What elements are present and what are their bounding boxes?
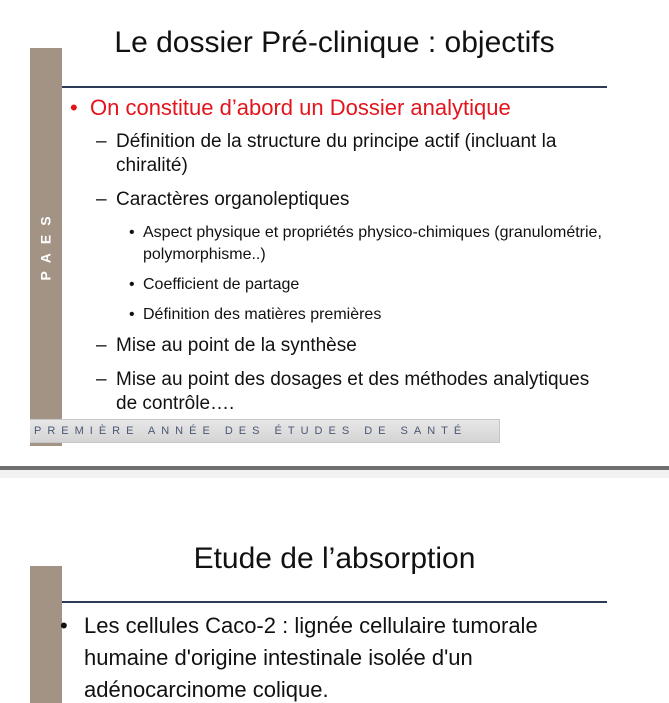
- sub-item-text: Définition de la structure du principe actif (incluant la chiralité): [116, 131, 557, 176]
- slide-title: Le dossier Pré-clinique : objectifs: [114, 26, 555, 59]
- sidebar-label: PAES: [38, 206, 54, 281]
- sub-sub-item: [64, 222, 604, 266]
- sub-sub-item-text: Aspect physique et propriétés physico-chimiques (granulométrie, polymorphisme..): [143, 224, 602, 263]
- sub-sub-item: [64, 304, 604, 326]
- bullet-icon: •: [129, 276, 135, 293]
- sidebar-band: [30, 48, 62, 446]
- bullet-item: [60, 610, 604, 703]
- sub-item: [64, 188, 604, 212]
- sub-sub-item: [64, 274, 604, 296]
- sub-item: [64, 130, 604, 178]
- dash-icon: –: [96, 131, 107, 152]
- slide-absorption-study: [0, 478, 669, 703]
- sub-item-text: Mise au point de la synthèse: [116, 335, 357, 356]
- sub-item: [64, 334, 604, 358]
- title-divider: [62, 601, 607, 603]
- sub-sub-item-text: Coefficient de partage: [143, 276, 300, 293]
- bullet-icon: •: [70, 95, 78, 120]
- slide-content: [64, 94, 604, 426]
- sub-item: [64, 368, 604, 416]
- slide-content: [60, 610, 604, 703]
- sub-item-text: Mise au point des dosages et des méthodes analytiques de contrôle….: [116, 369, 590, 414]
- dash-icon: –: [96, 369, 107, 390]
- bullet-text: On constitue d’abord un Dossier analytique: [90, 95, 511, 120]
- bullet-icon: •: [60, 613, 68, 638]
- footer-text: PREMIÈRE ANNÉE DES ÉTUDES DE SANTÉ: [34, 425, 468, 437]
- dash-icon: –: [96, 335, 107, 356]
- sub-sub-item-text: Définition des matières premières: [143, 306, 382, 323]
- sidebar-band: [30, 566, 62, 703]
- slide-title: Etude de l’absorption: [193, 542, 476, 575]
- dash-icon: –: [96, 189, 107, 210]
- slide-separator: [0, 466, 669, 478]
- bullet-icon: •: [129, 306, 135, 323]
- bullet-icon: •: [129, 224, 135, 241]
- bullet-item: [64, 94, 604, 122]
- sub-item-text: Caractères organoleptiques: [116, 189, 350, 210]
- bullet-text: Les cellules Caco-2 : lignée cellulaire tumorale humaine d'origine intestinale isolée d'un adénocarcinome colique.: [84, 613, 538, 702]
- title-divider: [62, 86, 607, 88]
